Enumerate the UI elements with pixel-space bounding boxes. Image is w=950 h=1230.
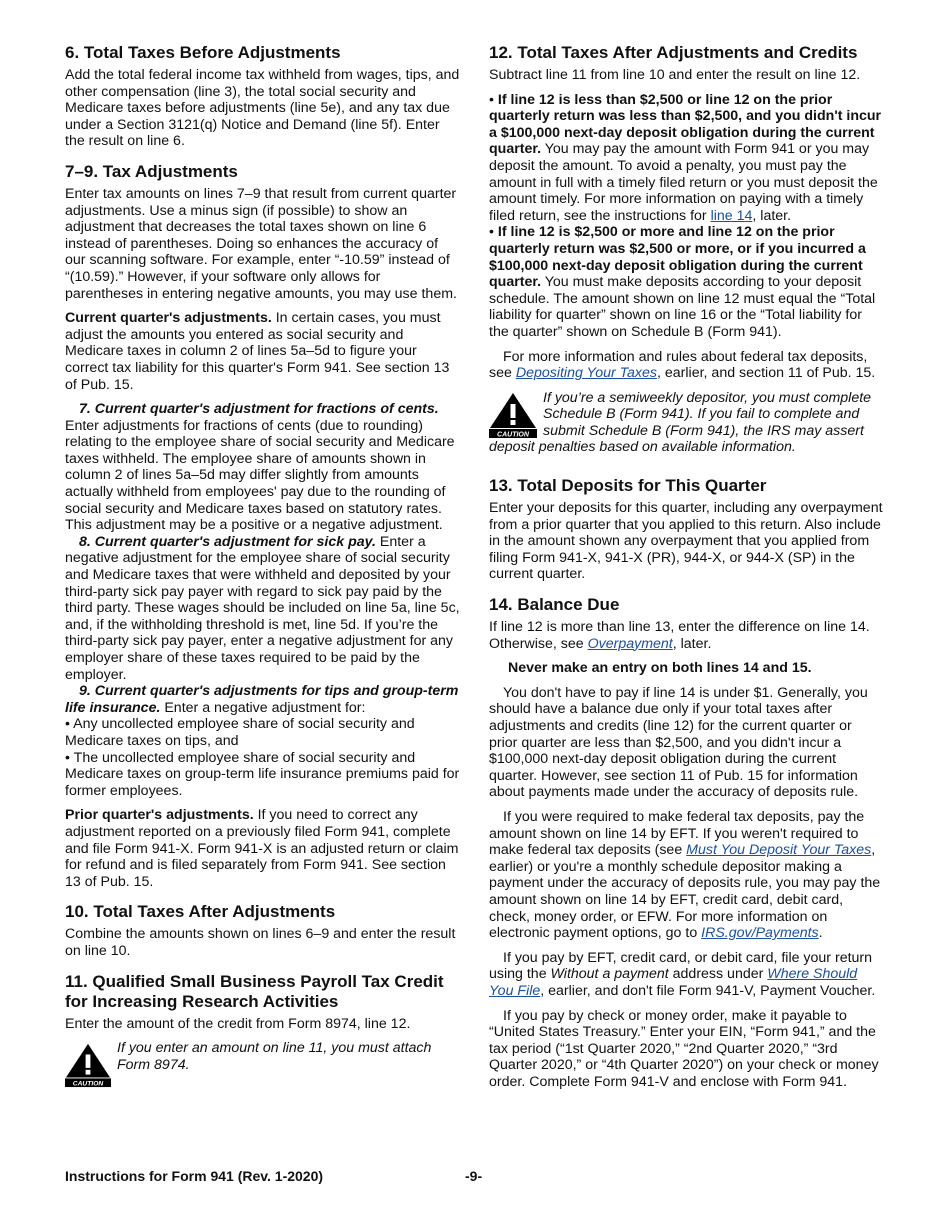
section-7-9 — [65, 162, 460, 890]
caution-label: CAUTION — [72, 1080, 104, 1088]
bullet-lead: If line 12 is $2,500 or more and line 12 on the prior quarterly return was $2,500 or more, or if you incurred a $100,000 next-day deposit obligation during the current quarter. — [489, 224, 866, 291]
caution-icon — [65, 1042, 111, 1088]
section-14 — [489, 595, 884, 1090]
caution-text: If you enter an amount on line 11, you must attach Form 8974. — [117, 1040, 432, 1073]
line-14-link[interactable]: line 14 — [710, 207, 753, 224]
section-12-body: Subtract line 11 from line 10 and enter the result on line 12. — [489, 67, 861, 83]
section-14-para-2: You don't have to pay if line 14 is under $1. Generally, you should have a balance due only if your total taxes after adjustments and credits (line 12) for the current quarter or prior quarter are less than $2,500, and you didn't incur a $100,000 next-day deposit obligation during the current quarter. However, see section 11 of Pub. 15 for information about payments made under the accuracy of deposits rule. — [489, 684, 868, 801]
current-quarter-adjustments-body: In certain cases, you must adjust the amounts you entered as social security and Medicare taxes in column 2 of lines 5a–5d to figure your correct tax liability for this quarter's Form 941. See section 13 of Pub. 15. — [65, 310, 450, 393]
bullet-item: • Any uncollected employee share of social security and Medicare taxes on tips, and — [65, 716, 415, 749]
caution-icon — [489, 392, 537, 438]
line-8-body: Enter a negative adjustment for the employee share of social security and Medicare taxes that were withheld and deposited by your third-party sick pay payer with regard to sick pay paid by the third party. These wages should be included on line 5a, line 5c, and, if the withholding threshold is met, line 5d. If you’re the third-party sick pay payer, enter a negative adjustment for any employer share of these taxes required to be paid by the employer. — [65, 533, 460, 683]
section-11-title: 11. Qualified Small Business Payroll Tax Credit for Increasing Research Activities — [65, 971, 444, 1011]
section-13-title: 13. Total Deposits for This Quarter — [489, 476, 767, 496]
never-entry-note: Never make an entry on both lines 14 and 15. — [508, 660, 812, 677]
left-column — [65, 43, 460, 1100]
section-14-title: 14. Balance Due — [489, 595, 620, 615]
section-10 — [65, 902, 460, 959]
line-9-body: Enter a negative adjustment for: — [160, 699, 366, 716]
bullet-lead: If line 12 is less than $2,500 or line 12 on the prior quarterly return was less than $2,500, and you didn't incur a $100,000 next-day deposit obligation during the current quarter. — [489, 91, 882, 158]
bullet-text: You must make deposits according to your deposit schedule. The amount shown on line 12 must equal the “Total liability for quarter” shown on line 16 or the “Total liability for the quarter” shown on Schedule B (Form 941). — [489, 274, 876, 340]
section-14-para-1-post: , later. — [672, 635, 712, 652]
section-12-title: 12. Total Taxes After Adjustments and Credits — [489, 43, 858, 62]
prior-quarter-adjustments-para — [65, 807, 460, 890]
line-8-lead: 8. Current quarter's adjustment for sick pay. — [79, 533, 376, 550]
section-14-para-3-pre: If you were required to make federal tax deposits, pay the amount shown on line 14 by EFT. If you weren't required to make federal tax deposits (see — [489, 808, 865, 859]
section-14-para-3 — [489, 809, 884, 942]
current-quarter-adjustments-lead: Current quarter's adjustments. — [65, 310, 272, 327]
section-13 — [489, 476, 884, 583]
section-14-para-3-end: . — [818, 925, 823, 942]
section-14-para-1-pre: If line 12 is more than line 13, enter the difference on line 14. Otherwise, see — [489, 619, 870, 652]
section-14-para-1 — [489, 619, 884, 652]
irs-payments-link[interactable]: IRS.gov/Payments — [701, 925, 819, 942]
section-6-body: Add the total federal income tax withheld from wages, tips, and other compensation (line 3), the total social security and Medicare taxes before adjustments (line 5e), and any tax due under a Section 3121(q) Notice and Demand (line 5f). Enter the result on line 6. — [65, 67, 460, 150]
without-payment-text: Without a payment — [550, 966, 669, 983]
section-7-9-body: Enter tax amounts on lines 7–9 that result from current quarter adjustments. Use a minus sign (if possible) to show an adjustment that decreases the total taxes shown on line 6 instead of parentheses. Doing so enhances the accuracy of our scanning software. For example, enter “-10.59” instead of “(10.59).” However, if your software only allows for parentheses in entering negative amounts, you may use them. — [65, 185, 457, 302]
caution-note — [489, 390, 884, 456]
caution-note — [65, 1040, 460, 1088]
line-9-para — [65, 683, 460, 716]
section-14-para-4-post: , earlier, and don't file Form 941-V, Payment Voucher. — [540, 982, 876, 999]
section-12 — [489, 43, 884, 456]
section-14-para-4-pre: If you pay by EFT, credit card, or debit card, file your return using the — [489, 949, 873, 983]
section-10-body: Combine the amounts shown on lines 6–9 and enter the result on line 10. — [65, 926, 456, 959]
prior-quarter-adjustments-body: If you need to correct any adjustment reported on a previously filed Form 941, complete and file Form 941-X. Form 941-X is an adjusted return or claim for refund and is filed separately from Form 941. See section 13 of Pub. 15. — [65, 807, 459, 890]
section-14-para-3-mid: , earlier) or you're a monthly schedule depositor making a payment under the accuracy of deposits rule, you may pay the amount shown on line 14 by EFT, credit card, debit card, check, money order, or EFW. For more information on electronic payment options, go to — [489, 842, 881, 942]
where-should-you-file-link[interactable]: Where Should You File — [489, 966, 858, 999]
section-10-title: 10. Total Taxes After Adjustments — [65, 902, 336, 922]
bullet-item: • If line 12 is less than $2,500 or line 12 on the prior quarterly return was less than $2,500, and you didn't incur a $100,000 next-day deposit obligation during the current quarter. You may pay the amount with Form 941 or you may deposit the amount. To avoid a penalty, you must pay the amount in full with a timely filed return or you must deposit the amount timely. For more information on paying with a timely filed return, see the instructions for line 14, later. — [489, 91, 882, 224]
section-6 — [65, 43, 460, 150]
overpayment-link[interactable]: Overpayment — [587, 635, 673, 652]
section-13-body: Enter your deposits for this quarter, including any overpayment from a prior quarter that you applied to this return. Also include in the amount shown any overpayment that you applied from filing Form 941-X, 941-X (PR), 944-X, or 944-X (SP) in the current quarter. — [489, 500, 883, 583]
current-quarter-adjustments-para — [65, 310, 460, 393]
bullet-item: • If line 12 is $2,500 or more and line 12 on the prior quarterly return was $2,500 or more, or if you incurred a $100,000 next-day deposit obligation during the current quarter. You must make deposits according to your deposit schedule. The amount shown on line 12 must equal the “Total liability for quarter” shown on line 16 or the “Total liability for the quarter” shown on Schedule B (Form 941). — [489, 224, 876, 340]
must-you-deposit-link[interactable]: Must You Deposit Your Taxes — [686, 842, 872, 859]
line-8-para — [65, 534, 460, 683]
deposit-info-post: , earlier, and section 11 of Pub. 15. — [657, 365, 876, 382]
footer-doc-title: Instructions for Form 941 (Rev. 1-2020) — [65, 1168, 324, 1184]
line-7-lead: 7. Current quarter's adjustment for fractions of cents. — [79, 401, 439, 418]
depositing-your-taxes-link[interactable]: Depositing Your Taxes — [515, 365, 658, 382]
page-footer — [65, 1168, 885, 1184]
caution-text: If you’re a semiweekly depositor, you must complete Schedule B (Form 941). If you fail to complete and submit Schedule B (Form 941), the IRS may assert deposit penalties based on available information. — [489, 389, 872, 456]
deposit-info-pre: For more information and rules about federal tax deposits, see — [489, 348, 868, 382]
section-14-para-4-mid: address under — [668, 966, 768, 983]
bullet-text: The uncollected employee share of social security and Medicare taxes on group-term life insurance premiums paid for former employees. — [65, 749, 460, 799]
page-number: -9- — [465, 1168, 483, 1184]
section-14-para-4 — [489, 950, 884, 1000]
bullet-text: Any uncollected employee share of social security and Medicare taxes on tips, and — [65, 716, 415, 749]
section-6-title: 6. Total Taxes Before Adjustments — [65, 43, 341, 62]
line-9-lead: 9. Current quarter's adjustments for tips and group-term life insurance. — [65, 683, 459, 716]
bullet-text: You may pay the amount with Form 941 or you may deposit the amount. To avoid a penalty, you must pay the amount in full with a timely filed return or you must deposit the amount timely. For more information on paying with a timely filed return, see the instructions for — [489, 141, 878, 224]
bullet-item: • The uncollected employee share of social security and Medicare taxes on group-term life insurance premiums paid for former employees. — [65, 749, 460, 799]
caution-label: CAUTION — [497, 431, 529, 438]
section-7-9-title: 7–9. Tax Adjustments — [65, 161, 238, 181]
bullet-text-end: , later. — [752, 207, 792, 224]
right-column — [489, 43, 884, 1102]
section-11 — [65, 972, 460, 1089]
line-7-para — [65, 401, 460, 534]
deposit-info-para — [489, 349, 884, 382]
prior-quarter-adjustments-lead: Prior quarter's adjustments. — [65, 807, 254, 824]
line-7-body: Enter adjustments for fractions of cents (due to rounding) relating to the employee share of social security and Medicare taxes withheld. The employee share of amounts shown in column 2 of lines 5a–5d may differ slightly from amounts actually withheld from employees' pay due to the rounding of social security and Medicare taxes based on statutory rates. This adjustment may be a positive or a negative adjustment. — [65, 417, 455, 534]
section-11-body: Enter the amount of the credit from Form 8974, line 12. — [65, 1015, 411, 1032]
section-14-para-5: If you pay by check or money order, make it payable to “United States Treasury.” Enter your EIN, “Form 941,” and the tax period (“1st Quarter 2020,” “2nd Quarter 2020,” “3rd Quarter 2020,” or “4th Quarter 2020”) on your check or money order. Complete Form 941-V and enclose with Form 941. — [489, 1007, 879, 1090]
